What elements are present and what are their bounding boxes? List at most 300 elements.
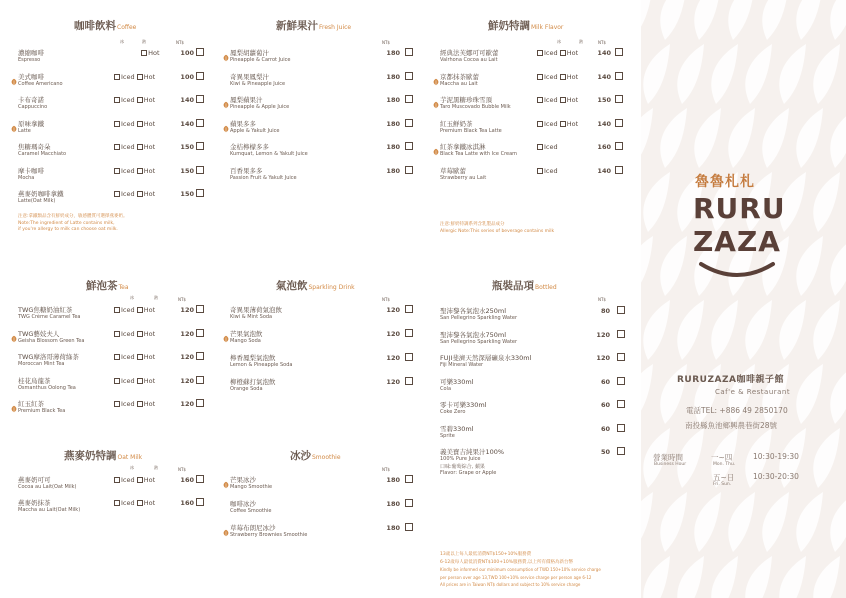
item-name-en: Valrhona Cocoa au Lait xyxy=(440,57,498,63)
item-name-zh: 焦糖瑪奇朵 xyxy=(18,143,51,151)
order-checkbox[interactable] xyxy=(405,377,413,385)
hot-label: Hot xyxy=(143,400,156,408)
item-name-zh: 燕麥奶咖啡拿鐵 xyxy=(18,190,64,198)
hot-option[interactable] xyxy=(137,377,155,385)
hot-option[interactable] xyxy=(141,49,159,57)
hot-checkbox[interactable] xyxy=(137,500,143,506)
item-price: 150 xyxy=(597,96,611,104)
bottled-hdr-nt: NT$ xyxy=(598,297,606,302)
juice-item xyxy=(230,48,425,68)
order-checkbox[interactable] xyxy=(405,475,413,483)
item-name-en: Premium Black Tea xyxy=(18,408,66,414)
leaf-pattern xyxy=(641,0,846,598)
hot-checkbox[interactable] xyxy=(137,168,143,174)
milk-note-zh: 注意:鮮奶特調系列含乳製品成分 xyxy=(440,222,505,227)
hot-label: Hot xyxy=(143,96,156,104)
item-name-en: Black Tea Latte with Ice Cream xyxy=(440,151,518,157)
smoothie-item xyxy=(230,475,425,495)
juice-item xyxy=(230,166,425,186)
iced-checkbox[interactable] xyxy=(114,121,120,127)
item-name-en: Taro Muscovado Bubble Milk xyxy=(440,104,511,110)
item-name-zh: 摩卡咖啡 xyxy=(18,166,44,175)
item-price: 180 xyxy=(386,72,400,81)
item-name-zh: 奇異果薄荷氣泡飲 xyxy=(230,306,282,314)
order-checkbox[interactable] xyxy=(405,142,413,150)
milk-item xyxy=(440,48,635,68)
iced-option[interactable] xyxy=(114,400,135,408)
item-price: 120 xyxy=(180,306,194,314)
tea-hdr-iced: 冰 xyxy=(130,295,134,300)
item-name-en: TWG Crème Caramel Tea xyxy=(18,314,81,320)
bottled-item xyxy=(440,330,635,350)
iced-checkbox[interactable] xyxy=(537,97,543,103)
item-name-en: Mango Soda xyxy=(230,338,261,344)
hot-option[interactable] xyxy=(137,400,155,408)
item-name-en: San Pellegrino Sparkling Water xyxy=(440,338,518,345)
item-name-zh: 美式咖啡 xyxy=(18,72,44,81)
iced-option[interactable] xyxy=(114,306,135,314)
footer-line-5: All prices are in Taiwan NT$ dollars and subject to 10% service charge xyxy=(440,582,581,587)
iced-option[interactable] xyxy=(114,120,135,128)
tea-title xyxy=(86,278,129,293)
iced-option[interactable] xyxy=(114,377,135,385)
temp-options xyxy=(114,49,160,57)
order-checkbox[interactable] xyxy=(196,189,204,197)
item-price: 140 xyxy=(597,119,611,128)
iced-option[interactable] xyxy=(537,96,558,104)
order-checkbox[interactable] xyxy=(196,376,204,384)
temp-options xyxy=(537,96,578,104)
item-price: 80 xyxy=(600,307,610,315)
juice-item xyxy=(230,95,425,115)
item-price: 60 xyxy=(600,424,610,433)
hot-checkbox[interactable] xyxy=(137,121,143,127)
item-name-en: 100% Pure Juice xyxy=(440,456,481,462)
order-checkbox[interactable] xyxy=(617,353,625,361)
tea-section xyxy=(18,278,218,428)
temp-options xyxy=(114,400,155,408)
item-price: 150 xyxy=(180,190,194,198)
footer-line-2: 6-12歲每人最低消費NT$100+10%服務費,以上所有價格為新台幣 xyxy=(440,559,573,565)
hot-checkbox[interactable] xyxy=(137,74,143,80)
order-checkbox[interactable] xyxy=(196,95,204,103)
hot-option[interactable] xyxy=(137,353,155,361)
hot-option[interactable] xyxy=(137,120,155,128)
time-1: 10:30-19:30 xyxy=(753,452,799,461)
hot-option[interactable] xyxy=(137,96,155,104)
coffee-item xyxy=(18,72,213,92)
bottled-title-zh: 瓶裝品項 xyxy=(492,280,534,292)
logo-line-2: ZAZA xyxy=(693,225,781,258)
item-name-zh: 燕麥奶抹茶 xyxy=(18,499,51,507)
iced-label: Iced xyxy=(121,499,135,507)
sparkling-item xyxy=(230,377,425,397)
milk-item xyxy=(440,142,635,162)
hot-option[interactable] xyxy=(137,476,155,484)
order-checkbox[interactable] xyxy=(196,119,204,127)
order-checkbox[interactable] xyxy=(615,95,623,103)
item-price: 120 xyxy=(180,329,194,338)
hot-option[interactable] xyxy=(137,73,155,81)
smoothie-title-en: Smoothie xyxy=(312,454,341,461)
item-name-en: Osmanthus Oolong Tea xyxy=(18,384,76,391)
iced-label: Iced xyxy=(121,476,135,484)
order-checkbox[interactable] xyxy=(405,523,413,531)
order-checkbox[interactable] xyxy=(405,305,413,313)
order-checkbox[interactable] xyxy=(615,166,623,174)
order-checkbox[interactable] xyxy=(196,498,204,506)
order-checkbox[interactable] xyxy=(405,353,413,361)
item-name-zh: 紅茶拿鐵冰淇淋 xyxy=(440,143,486,151)
recommend-leaf-icon xyxy=(10,398,18,406)
recommend-leaf-icon xyxy=(10,328,18,336)
milk-title-en: Milk Flavor xyxy=(531,24,564,31)
bottled-title xyxy=(492,278,557,293)
iced-checkbox[interactable] xyxy=(537,121,543,127)
hot-label: Hot xyxy=(143,166,156,175)
hot-label: Hot xyxy=(148,49,160,57)
logo-line-1: RURU xyxy=(693,192,786,225)
hot-label: Hot xyxy=(143,143,156,151)
iced-label: Iced xyxy=(121,72,135,81)
store-address: 南投縣魚池鄉興農巷街28號 xyxy=(685,421,778,430)
hot-checkbox[interactable] xyxy=(137,144,143,150)
order-checkbox[interactable] xyxy=(405,329,413,337)
milk-item xyxy=(440,166,635,186)
temp-options xyxy=(114,377,155,385)
iced-option[interactable] xyxy=(114,96,135,104)
store-subtitle: Caf'e & Restaurant xyxy=(715,388,791,396)
item-name-zh: 草莓布朗尼冰沙 xyxy=(230,524,276,532)
oatmilk-hdr-hot: 熱 xyxy=(154,465,158,470)
item-name-en: Kiwi & Mint Soda xyxy=(230,314,273,320)
order-checkbox[interactable] xyxy=(196,352,204,360)
item-name-zh: 金桔檸檬多多 xyxy=(230,143,269,151)
hot-option[interactable] xyxy=(560,73,578,81)
hot-label: Hot xyxy=(143,353,156,361)
bottled-title-en: Bottled xyxy=(535,284,557,291)
item-price: 160 xyxy=(180,499,194,507)
hot-checkbox[interactable] xyxy=(137,354,143,360)
hot-checkbox[interactable] xyxy=(141,50,147,56)
order-checkbox[interactable] xyxy=(405,48,413,56)
order-checkbox[interactable] xyxy=(405,166,413,174)
coffee-section xyxy=(18,18,218,238)
item-name-en: Passion Fruit & Yakult Juice xyxy=(230,174,297,181)
item-name-en: Coffee Smoothie xyxy=(230,508,272,514)
order-checkbox[interactable] xyxy=(196,166,204,174)
hot-checkbox[interactable] xyxy=(560,121,566,127)
hot-checkbox[interactable] xyxy=(137,97,143,103)
temp-options xyxy=(114,96,155,104)
hot-checkbox[interactable] xyxy=(560,97,566,103)
footer-line-3: Kindly be informed our minimum consumption of TWD 150+10% service charge xyxy=(440,567,601,572)
order-checkbox[interactable] xyxy=(196,399,204,407)
tea-item xyxy=(18,329,213,349)
item-name-zh: 燕麥奶可可 xyxy=(18,476,51,484)
order-checkbox[interactable] xyxy=(617,447,625,455)
item-price: 120 xyxy=(596,330,610,339)
hot-label: Hot xyxy=(143,119,156,128)
order-checkbox[interactable] xyxy=(615,119,623,127)
hot-label: Hot xyxy=(143,306,156,314)
oatmilk-title xyxy=(64,448,142,463)
service-charge-note xyxy=(440,551,601,589)
sparkling-item xyxy=(230,353,425,373)
iced-checkbox[interactable] xyxy=(114,144,120,150)
coffee-note-en2: if you're allergy to milk can choose oat milk. xyxy=(18,227,118,232)
iced-checkbox[interactable] xyxy=(537,74,543,80)
hot-checkbox[interactable] xyxy=(137,401,143,407)
coffee-item xyxy=(18,189,213,209)
iced-checkbox[interactable] xyxy=(114,307,120,313)
coffee-item xyxy=(18,48,213,68)
item-name-en: Strawberry Brownies Smoothie xyxy=(230,532,308,538)
order-checkbox[interactable] xyxy=(615,48,623,56)
item-price: 120 xyxy=(386,330,400,338)
item-name-zh: 芒果氣泡飲 xyxy=(230,330,263,338)
iced-checkbox[interactable] xyxy=(114,477,120,483)
iced-option[interactable] xyxy=(114,143,135,151)
hot-checkbox[interactable] xyxy=(137,378,143,384)
coffee-item xyxy=(18,119,213,139)
iced-option[interactable] xyxy=(537,167,558,175)
item-name-zh: 咖啡冰沙 xyxy=(230,500,256,508)
iced-option[interactable] xyxy=(114,499,135,507)
iced-checkbox[interactable] xyxy=(537,168,543,174)
hot-option[interactable] xyxy=(560,49,578,57)
smoothie-title-zh: 冰沙 xyxy=(290,450,311,462)
juice-item xyxy=(230,142,425,162)
item-name-zh: FUJI斐濟天然深層礦泉水330ml xyxy=(440,354,532,362)
coffee-title xyxy=(74,18,136,33)
item-name-zh: 義美寶吉純果汁100% xyxy=(440,448,505,456)
item-price: 180 xyxy=(386,500,400,508)
oatmilk-title-en: Oat Milk xyxy=(117,454,143,461)
item-price: 140 xyxy=(180,96,194,104)
smoothie-hdr-nt: NT$ xyxy=(382,467,390,472)
item-name-en: Apple & Yakult Juice xyxy=(230,127,280,134)
recommend-leaf-icon xyxy=(432,94,440,102)
days-1: 一~四 xyxy=(711,453,733,462)
bottled-section xyxy=(440,278,640,478)
hot-checkbox[interactable] xyxy=(560,50,566,56)
days-2-en: Fri. Sun. xyxy=(713,482,732,487)
iced-checkbox[interactable] xyxy=(114,191,120,197)
milk-title xyxy=(488,18,563,33)
item-price: 160 xyxy=(180,476,194,484)
iced-label: Iced xyxy=(121,190,135,198)
hot-checkbox[interactable] xyxy=(137,477,143,483)
sparkling-item xyxy=(230,329,425,349)
coffee-note-zh: 注意:拿鐵類品含有鮮奶成分，敏感體質可選擇燕麥奶。 xyxy=(18,214,128,219)
milk-hdr-hot: 熱 xyxy=(579,39,583,44)
item-name-en: Cappuccino xyxy=(18,104,48,110)
item-name-zh: 聖沛黎各氣泡水250ml xyxy=(440,307,507,315)
hot-checkbox[interactable] xyxy=(560,74,566,80)
iced-checkbox[interactable] xyxy=(537,50,543,56)
milk-title-zh: 鮮奶特調 xyxy=(488,20,530,32)
iced-option[interactable] xyxy=(114,353,135,361)
item-price: 150 xyxy=(180,166,194,175)
coffee-hdr-hot: 熱 xyxy=(142,39,146,44)
item-name-en: Espresso xyxy=(18,57,41,63)
item-name-zh: 聖沛黎各氣泡水750ml xyxy=(440,330,507,339)
item-price: 120 xyxy=(386,378,400,386)
iced-option[interactable] xyxy=(114,167,135,175)
tea-title-zh: 鮮泡茶 xyxy=(86,280,118,292)
milk-note-en: Allergic Note:This series of beverage contains milk xyxy=(440,228,555,234)
temp-options xyxy=(114,499,155,507)
milk-note xyxy=(440,222,554,235)
sparkling-hdr-nt: NT$ xyxy=(382,297,390,302)
iced-checkbox[interactable] xyxy=(114,331,120,337)
item-name-zh: 桂花烏龍茶 xyxy=(18,376,51,385)
iced-label: Iced xyxy=(121,306,135,314)
iced-option[interactable] xyxy=(537,143,558,151)
item-name-en: Strawberry au Lait xyxy=(440,174,487,181)
order-checkbox[interactable] xyxy=(405,119,413,127)
order-checkbox[interactable] xyxy=(405,499,413,507)
recommend-leaf-icon xyxy=(432,141,440,149)
coffee-note xyxy=(18,214,128,234)
order-checkbox[interactable] xyxy=(617,377,625,385)
order-checkbox[interactable] xyxy=(617,330,625,338)
temp-options xyxy=(537,49,578,57)
item-name-en: Pineapple & Carrot Juice xyxy=(230,57,291,63)
item-name-zh: 草莓歐蕾 xyxy=(440,166,466,175)
iced-label: Iced xyxy=(544,72,558,81)
hot-checkbox[interactable] xyxy=(137,307,143,313)
hot-option[interactable] xyxy=(137,143,155,151)
iced-checkbox[interactable] xyxy=(114,168,120,174)
oatmilk-hdr-nt: NT$ xyxy=(178,467,186,472)
iced-checkbox[interactable] xyxy=(537,144,543,150)
hot-label: Hot xyxy=(143,190,156,198)
iced-checkbox[interactable] xyxy=(114,97,120,103)
coffee-title-zh: 咖啡飲料 xyxy=(74,20,116,32)
hot-option[interactable] xyxy=(560,120,578,128)
store-phone: 電話TEL: +886 49 2850170 xyxy=(686,406,788,415)
temp-options xyxy=(114,306,155,314)
iced-checkbox[interactable] xyxy=(114,74,120,80)
order-checkbox[interactable] xyxy=(615,142,623,150)
iced-checkbox[interactable] xyxy=(114,500,120,506)
order-checkbox[interactable] xyxy=(617,400,625,408)
iced-option[interactable] xyxy=(114,73,135,81)
juice-item xyxy=(230,119,425,139)
item-name-zh: 檸香鳳梨氣泡飲 xyxy=(230,354,276,362)
juice-title xyxy=(276,18,351,33)
hot-option[interactable] xyxy=(137,190,155,198)
order-checkbox[interactable] xyxy=(196,329,204,337)
item-price: 120 xyxy=(596,354,610,362)
hot-option[interactable] xyxy=(560,96,578,104)
coffee-note-en1: Note:The ingredient of Latte contains milk, xyxy=(18,220,115,226)
smoothie-title xyxy=(290,448,341,463)
iced-label: Iced xyxy=(121,353,135,361)
brand-panel xyxy=(641,0,846,598)
days-2: 五~日 xyxy=(713,473,735,482)
item-name-en: Orange Soda xyxy=(230,386,263,392)
item-name-zh: 蘋果多多 xyxy=(230,119,256,128)
milk-hdr-iced: 冰 xyxy=(557,39,561,44)
item-price: 100 xyxy=(180,72,194,81)
item-name-zh: TWG藝妓夫人 xyxy=(18,329,60,338)
order-checkbox[interactable] xyxy=(405,72,413,80)
juice-hdr-nt: NT$ xyxy=(382,40,390,45)
sparkling-section xyxy=(230,278,430,408)
hot-option[interactable] xyxy=(137,306,155,314)
hot-checkbox[interactable] xyxy=(137,191,143,197)
sparkling-title-en: Sparkling Drink xyxy=(308,284,355,291)
order-checkbox[interactable] xyxy=(617,306,625,314)
item-name-zh: 鳳梨胡蘿蔔汁 xyxy=(230,49,269,57)
iced-option[interactable] xyxy=(537,49,558,57)
milk-item xyxy=(440,119,635,139)
order-checkbox[interactable] xyxy=(405,95,413,103)
item-name-zh: 經典法芙娜可可歐蕾 xyxy=(440,49,499,57)
order-checkbox[interactable] xyxy=(196,305,204,313)
item-name-en: Moroccan Mint Tea xyxy=(18,361,65,367)
item-price: 120 xyxy=(180,400,194,408)
item-price: 180 xyxy=(386,49,400,57)
item-name-zh: 原味拿鐵 xyxy=(18,119,44,128)
item-name-en: Latte xyxy=(18,127,31,134)
iced-option[interactable] xyxy=(537,120,558,128)
item-price: 120 xyxy=(180,353,194,361)
item-name-en: Kumquat, Lemon & Yakult Juice xyxy=(230,151,308,157)
brand-zh-logo: 魯魯札札 xyxy=(695,174,755,190)
iced-checkbox[interactable] xyxy=(114,354,120,360)
hot-option[interactable] xyxy=(137,167,155,175)
hot-checkbox[interactable] xyxy=(137,331,143,337)
iced-option[interactable] xyxy=(537,73,558,81)
order-checkbox[interactable] xyxy=(196,475,204,483)
iced-label: Iced xyxy=(544,166,558,175)
oatmilk-title-zh: 燕麥奶特調 xyxy=(64,450,117,462)
hot-option[interactable] xyxy=(137,499,155,507)
iced-checkbox[interactable] xyxy=(114,401,120,407)
order-checkbox[interactable] xyxy=(196,48,204,56)
iced-label: Iced xyxy=(544,49,558,57)
iced-option[interactable] xyxy=(114,476,135,484)
item-name-zh: 柳橙蘇打氣泡飲 xyxy=(230,378,276,386)
milk-section xyxy=(440,18,640,238)
iced-option[interactable] xyxy=(114,330,135,338)
hot-label: Hot xyxy=(143,499,156,507)
tea-hdr-hot: 熱 xyxy=(154,295,158,300)
item-name-en: Maccha au Lait xyxy=(440,80,478,87)
temp-options xyxy=(537,167,558,175)
iced-label: Iced xyxy=(544,143,558,151)
item-price: 140 xyxy=(597,49,611,57)
temp-options xyxy=(114,190,155,198)
order-checkbox[interactable] xyxy=(617,424,625,432)
recommend-leaf-icon xyxy=(10,71,18,79)
footer-line-1: 13歲以上每人最低消費NT$150+10%服務費 xyxy=(440,552,532,557)
coffee-hdr-nt: NT$ xyxy=(176,40,184,45)
hot-option[interactable] xyxy=(137,330,155,338)
iced-checkbox[interactable] xyxy=(114,378,120,384)
iced-option[interactable] xyxy=(114,190,135,198)
order-checkbox[interactable] xyxy=(615,72,623,80)
order-checkbox[interactable] xyxy=(196,142,204,150)
order-checkbox[interactable] xyxy=(196,72,204,80)
time-2: 10:30-20:30 xyxy=(753,472,799,481)
item-price: 120 xyxy=(386,354,400,362)
smoothie-section xyxy=(230,448,430,548)
